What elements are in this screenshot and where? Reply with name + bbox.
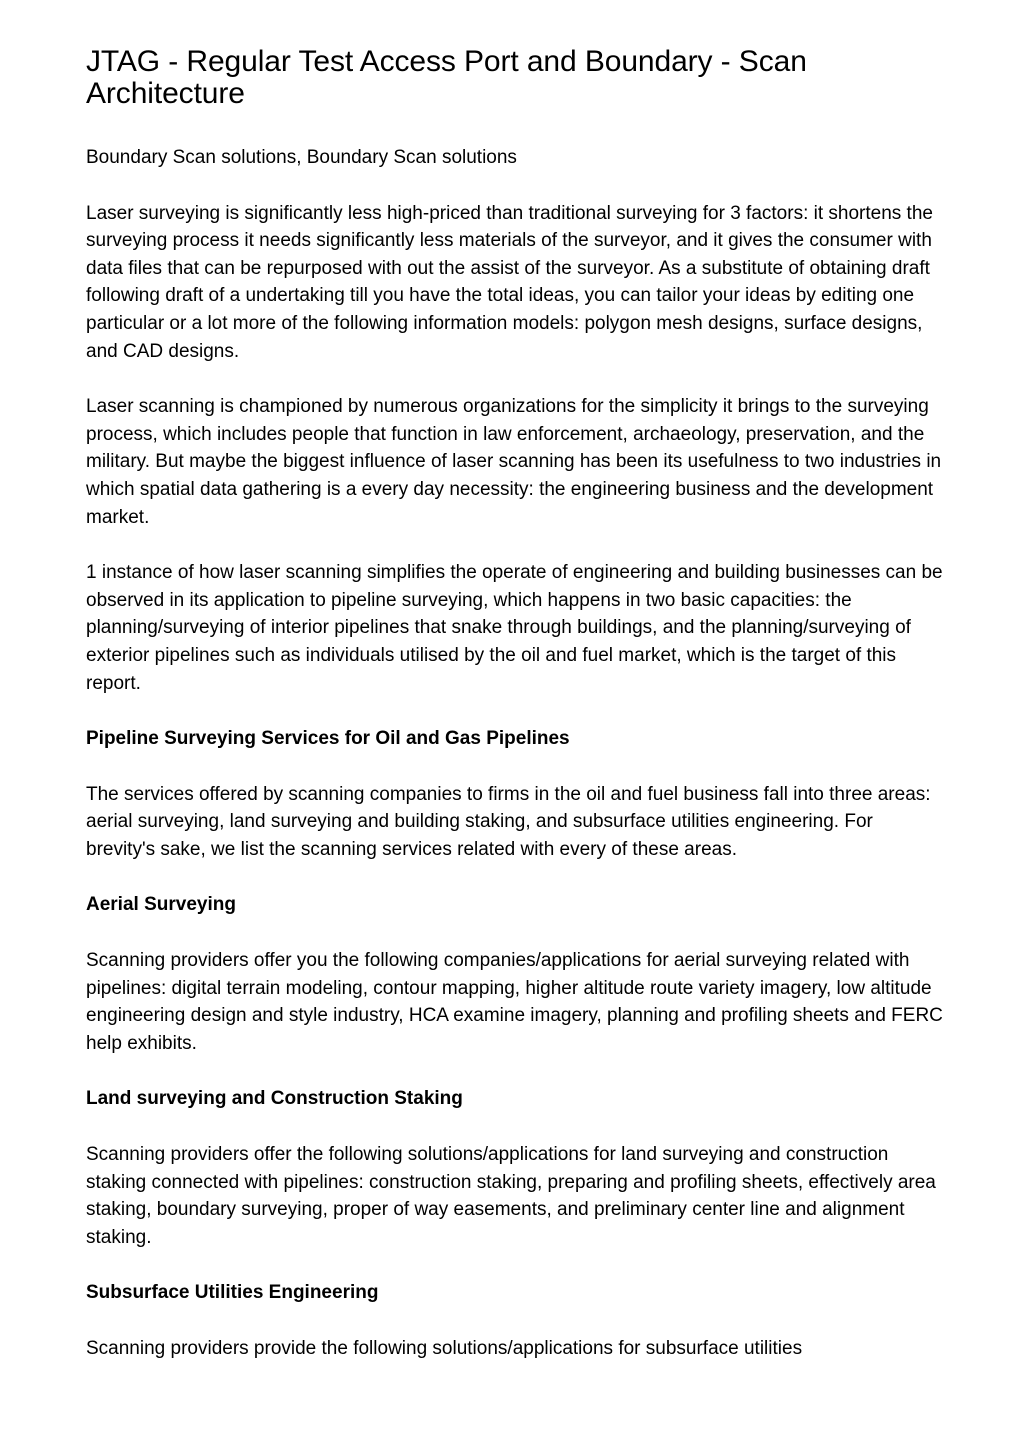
heading-subsurface-utilities: Subsurface Utilities Engineering — [86, 1282, 379, 1304]
heading-land-surveying: Land surveying and Construction Staking — [86, 1088, 463, 1110]
paragraph-laser-scanning-organizations: Laser scanning is championed by numerous organizations for the simplicity it brings to the surveying process, which includes people that function in law enforcement, archaeology, preservation, and the military. But maybe the biggest influence of laser scanning has been its usefulness to two industries in which spatial data gathering is a every day necessity: the engineering business and the development market. — [86, 396, 942, 528]
document-subtitle: Boundary Scan solutions, Boundary Scan solutions — [86, 147, 517, 168]
document-title: JTAG - Regular Test Access Port and Boundary - Scan Architecture — [86, 45, 807, 110]
paragraph-laser-surveying-cost: Laser surveying is significantly less high-priced than traditional surveying for 3 factors: it shortens the surveying process it needs significantly less materials of the surveyor, and it gives the consumer with data files that can be repurposed with out the assist of the surveyor. As a substitute of obtaining draft following draft of a undertaking till you have the total ideas, you can tailor your ideas by editing one particular or a lot more of the following information models: polygon mesh designs, surface designs, and CAD designs. — [86, 202, 933, 362]
heading-aerial-surveying: Aerial Surveying — [86, 894, 236, 916]
paragraph-subsurface-utilities: Scanning providers provide the following solutions/applications for subsurface utilities — [86, 1338, 803, 1359]
paragraph-services-offered: The services offered by scanning companies to firms in the oil and fuel business fall into three areas: aerial surveying, land surveying and building staking, and subsurface utilities engineering. For brevity's sake, we list the scanning services related with every of these areas. — [86, 783, 931, 860]
document-page — [86, 46, 946, 1363]
paragraph-aerial-surveying: Scanning providers offer you the following companies/applications for aerial surveying related with pipelines: digital terrain modeling, contour mapping, higher altitude route variety imagery, low altitude engineering design and style industry, HCA examine imagery, planning and profiling sheets and FERC help exhibits. — [86, 950, 943, 1054]
paragraph-land-surveying: Scanning providers offer the following solutions/applications for land surveying and construction staking connected with pipelines: construction staking, preparing and profiling sheets, effectively area staking, boundary surveying, proper of way easements, and preliminary center line and alignment staking. — [86, 1144, 936, 1248]
paragraph-pipeline-surveying-example: 1 instance of how laser scanning simplifies the operate of engineering and building businesses can be observed in its application to pipeline surveying, which happens in two basic capacities: the planning/surveying of interior pipelines that snake through buildings, and the planning/surveying of exterior pipelines such as individuals utilised by the oil and fuel market, which is the target of this report. — [86, 562, 943, 694]
heading-pipeline-surveying-services: Pipeline Surveying Services for Oil and Gas Pipelines — [86, 728, 570, 750]
